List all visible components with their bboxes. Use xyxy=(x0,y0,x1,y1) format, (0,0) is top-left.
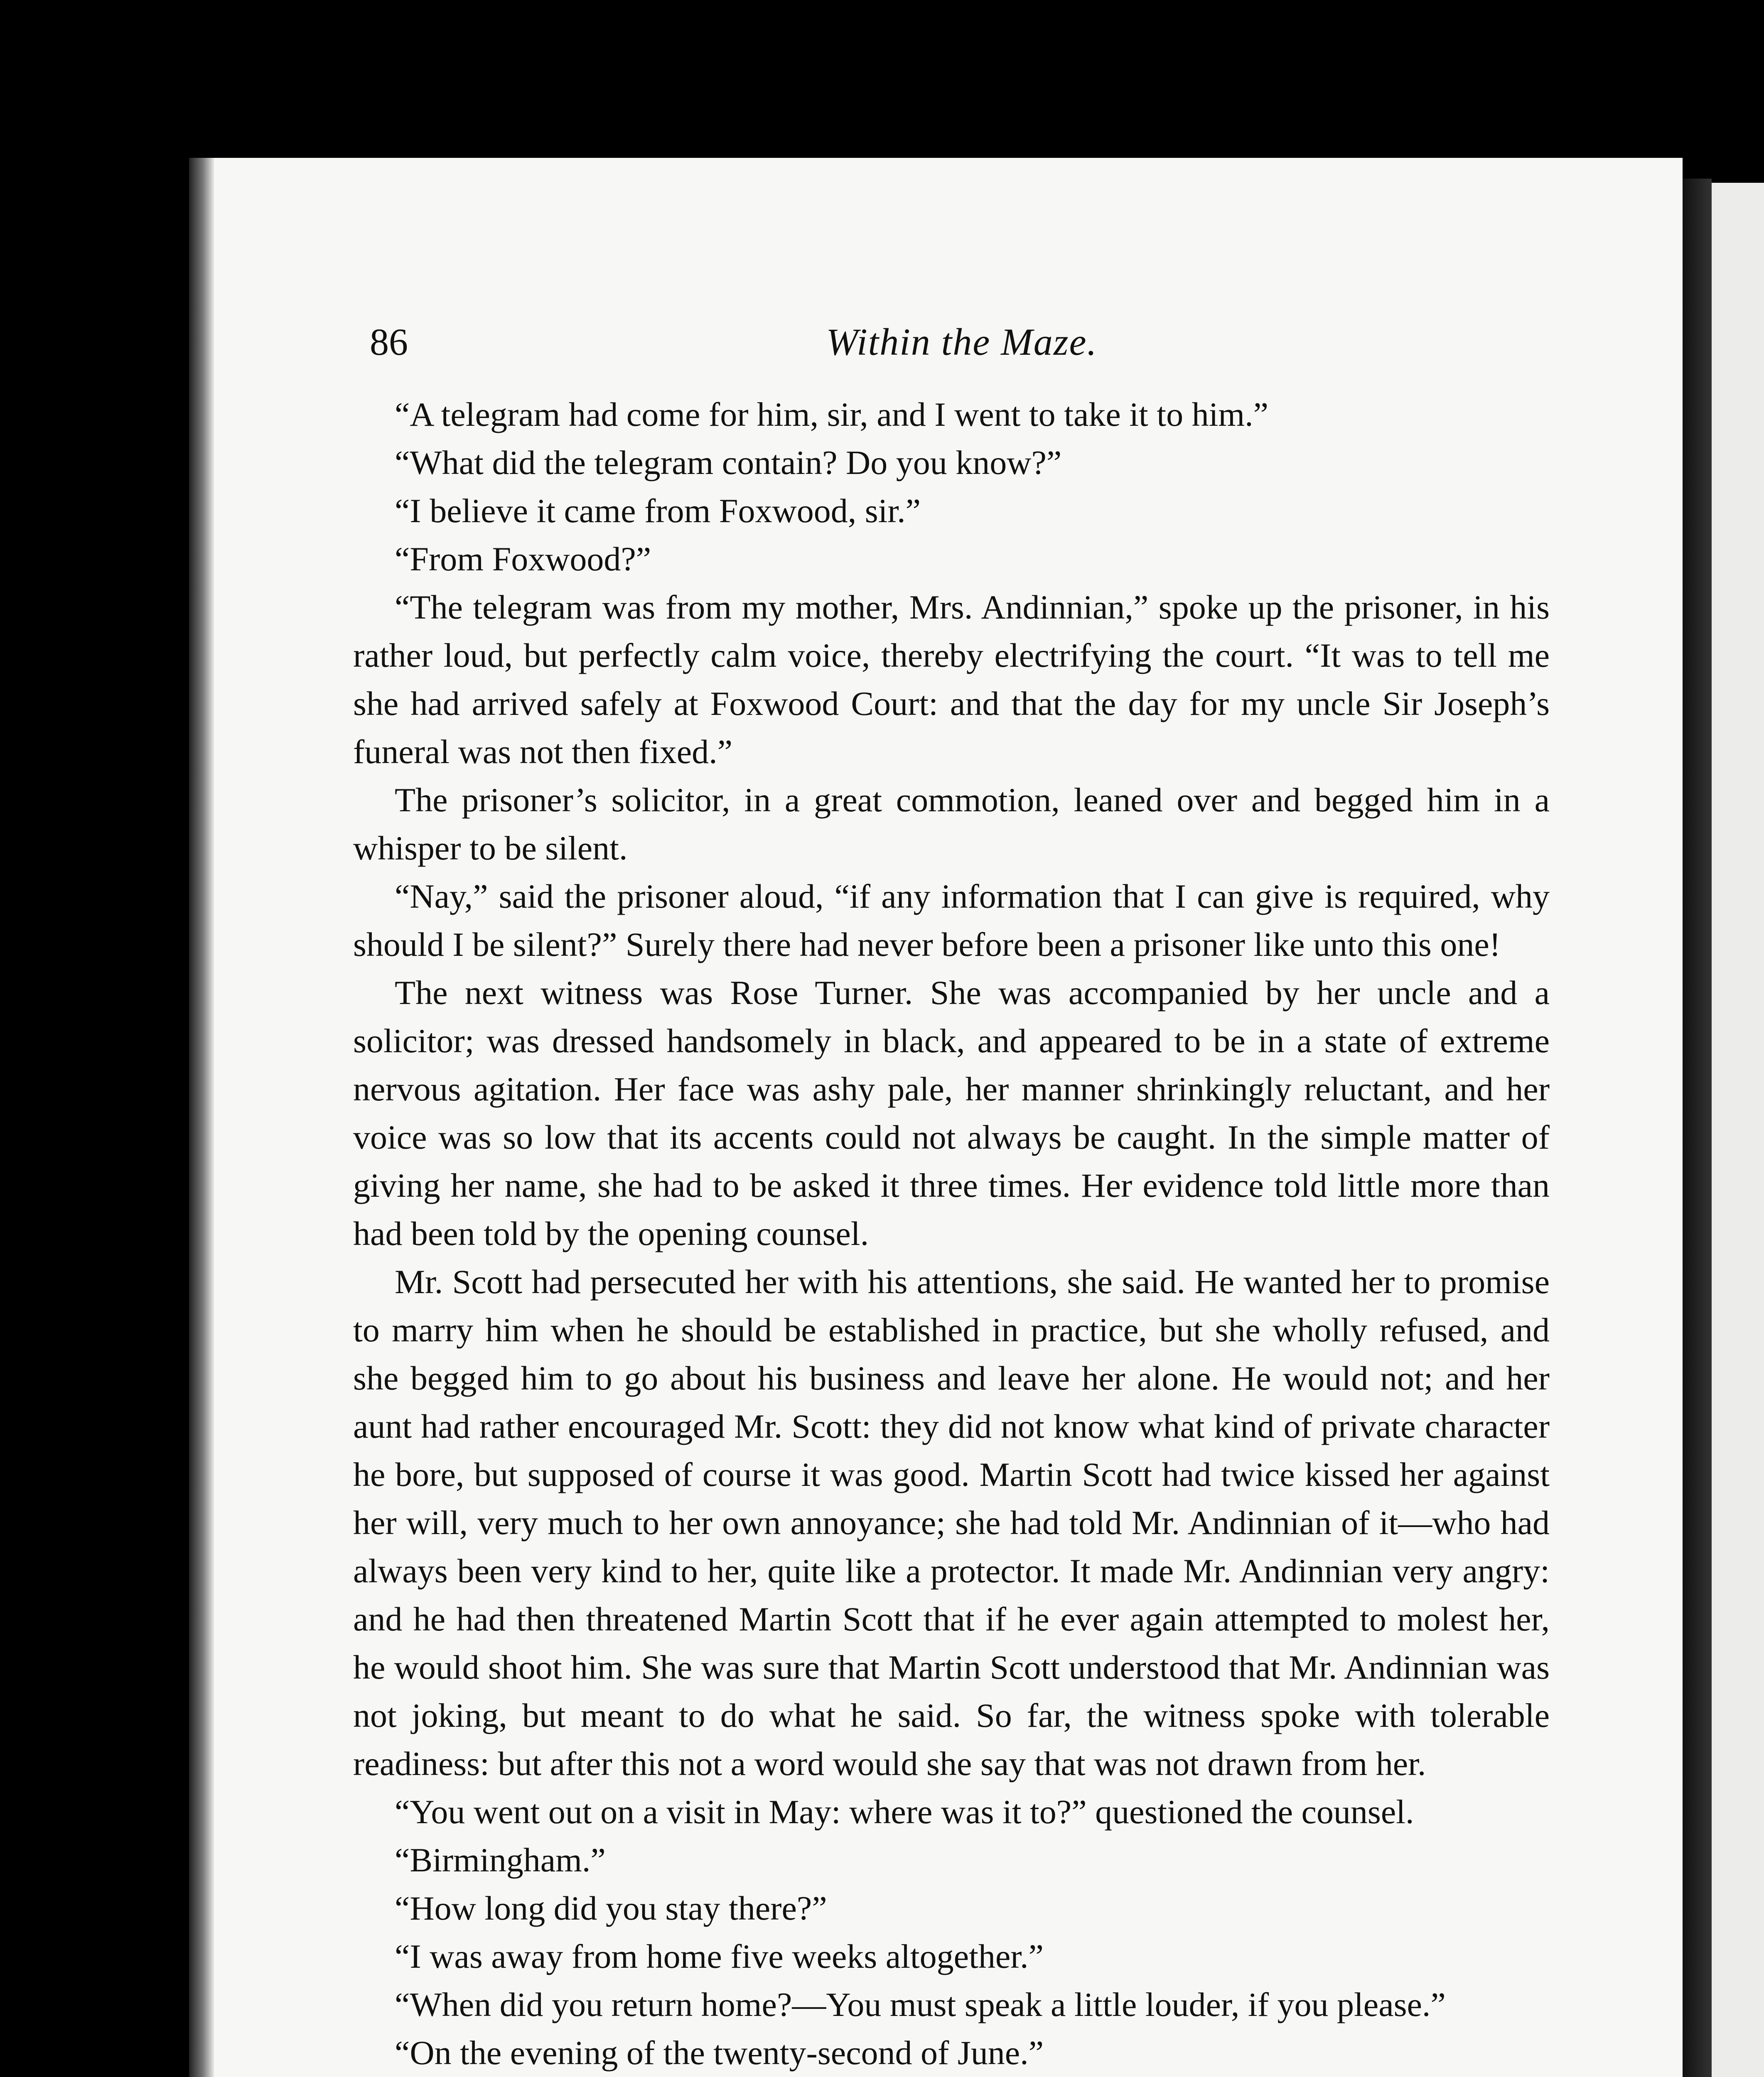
paragraph: Mr. Scott had persecuted her with his attentions, she said. He wanted her to promise to marry him when he should be established in practice, but she wholly refused, and she begged him to go about his business and leave her alone. He would not; and her aunt had rather encouraged Mr. Scott: they did not know what kind of private character he bore, but supposed of course it was good. Martin Scott had twice kissed her against her will, very much to her own annoyance; she had told Mr. Andinnian of it—who had always been very kind to her, quite like a protector. It made Mr. Andinnian very angry: and he had then threatened Martin Scott that if he ever again attempted to molest her, he would shoot him. She was sure that Martin Scott understood that Mr. Andinnian was not joking, but meant to do what he said. So far, the witness spoke with tolerable readiness: but after this not a word would she say that was not drawn from her. xyxy=(353,1263,1550,1782)
paragraph: “The telegram was from my mother, Mrs. Andinnian,” spoke up the prisoner, in his rather loud, but perfectly calm voice, thereby electrifying the court. “It was to tell me she had arrived safely at Foxwood Court: and that the day for my uncle Sir Joseph’s funeral was not then fixed.” xyxy=(353,588,1550,771)
page-binding-edge xyxy=(189,158,214,2077)
page-header xyxy=(370,320,1554,378)
paragraph: “You went out on a visit in May: where was it to?” questioned the counsel. xyxy=(395,1793,1414,1831)
page-right-edge xyxy=(1683,179,1712,2077)
page-body-text xyxy=(353,390,1550,2077)
facing-page-sliver xyxy=(1712,183,1764,2077)
paragraph: “I believe it came from Foxwood, sir.” xyxy=(395,492,921,530)
paragraph: “What did the telegram contain? Do you know?” xyxy=(395,444,1062,481)
paragraph: “How long did you stay there?” xyxy=(395,1889,827,1927)
paragraph: “A telegram had come for him, sir, and I went to take it to him.” xyxy=(395,395,1269,433)
paragraph: “Nay,” said the prisoner aloud, “if any information that I can give is required, why should I be silent?” Surely there had never before been a prisoner like unto this one! xyxy=(353,877,1550,963)
paragraph: “When did you return home?—You must speak a little louder, if you please.” xyxy=(395,1986,1446,2023)
paragraph: “Birmingham.” xyxy=(395,1841,606,1879)
running-title: Within the Maze. xyxy=(826,321,1098,363)
paragraph: “On the evening of the twenty-second of June.” xyxy=(395,2034,1044,2072)
paragraph: The next witness was Rose Turner. She was accompanied by her uncle and a solicitor; was dressed handsomely in black, and appeared to be in a state of extreme nervous agitation. Her face was ashy pale, her manner shrinkingly reluctant, and her voice was so low that its accents could not always be caught. In the simple matter of giving her name, she had to be asked it three times. Her evidence told little more than had been told by the opening counsel. xyxy=(353,974,1550,1252)
paragraph: “I was away from home five weeks altogether.” xyxy=(395,1937,1044,1975)
page-number: 86 xyxy=(370,321,408,363)
paragraph: “From Foxwood?” xyxy=(395,540,651,578)
paragraph: The prisoner’s solicitor, in a great commotion, leaned over and begged him in a whisper to be silent. xyxy=(353,781,1550,867)
